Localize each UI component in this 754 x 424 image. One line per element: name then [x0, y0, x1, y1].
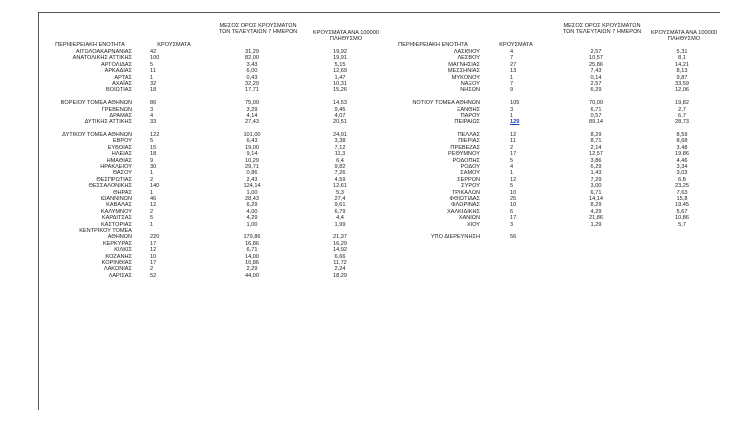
cases-value: 32 — [150, 80, 157, 87]
cases-value: 1 — [150, 221, 154, 228]
region-name: ΠΙΕΡΙΑΣ — [458, 138, 480, 145]
per100k-value: 6,79 — [334, 208, 346, 215]
cases-value: 3 — [510, 106, 514, 113]
region-name: ΝΗΣΩΝ — [460, 87, 480, 94]
region-name: ΜΥΚΟΝΟΥ — [451, 74, 480, 81]
region-name: ΛΑΚΩΝΙΑΣ — [103, 266, 132, 273]
region-name: ΑΡΤΑΣ — [114, 74, 132, 81]
region-name: ΧΑΛΚΙΔΙΚΗΣ — [446, 208, 480, 215]
cases-value: 3 — [510, 221, 514, 228]
cases-value: 220 — [150, 234, 160, 241]
per100k-value: 24,91 — [333, 132, 347, 139]
avg-value: 124,14 — [243, 183, 261, 190]
region-name: ΚΑΒΑΛΑΣ — [106, 202, 132, 209]
avg-value: 14,14 — [589, 195, 603, 202]
header-cases-left: ΚΡΟΥΣΜΑΤΑ — [157, 42, 191, 48]
per100k-value: 21,37 — [333, 234, 347, 241]
avg-value: 2,14 — [590, 144, 602, 151]
avg-value: 6,71 — [590, 189, 602, 196]
avg-value: 0,86 — [246, 170, 258, 177]
avg-value: 9,14 — [246, 151, 258, 158]
cases-value: 4 — [510, 49, 514, 55]
region-name: ΚΟΡΙΝΘΙΑΣ — [101, 259, 132, 266]
header-cases-right: ΚΡΟΥΣΜΑΤΑ — [499, 42, 533, 48]
per100k-value: 4,59 — [334, 176, 346, 183]
avg-value: 8,29 — [590, 132, 602, 139]
per100k-value: 11,72 — [333, 259, 347, 266]
cases-value: 10 — [150, 253, 157, 260]
per100k-value: 9,45 — [334, 106, 346, 113]
cases-value: 25 — [510, 195, 517, 202]
avg-value: 82,00 — [245, 55, 259, 62]
avg-value: 19,00 — [245, 144, 259, 151]
avg-value: 2,29 — [246, 266, 258, 273]
cases-value: 5 — [510, 183, 514, 190]
avg-value: 6,71 — [246, 247, 258, 254]
cases-value: 1 — [510, 112, 514, 119]
cases-value: 42 — [150, 49, 157, 55]
cases-value: 15 — [150, 144, 157, 151]
avg-value: 21,86 — [589, 215, 603, 222]
region-name: ΔΥΤΙΚΗΣ ΑΤΤΙΚΗΣ — [84, 119, 132, 126]
per100k-value: 15,26 — [333, 87, 347, 94]
region-name: ΕΒΡΟΥ — [112, 138, 132, 145]
per100k-value: 14,92 — [333, 247, 347, 254]
avg-value: 70,00 — [589, 100, 603, 107]
region-name: ΚΕΡΚΥΡΑΣ — [102, 240, 132, 247]
region-name: ΗΛΕΙΑΣ — [111, 151, 132, 158]
region-name: ΑΡΚΑΔΙΑΣ — [104, 68, 132, 75]
per100k-value: 4,4 — [336, 215, 344, 222]
avg-value: 29,71 — [245, 164, 259, 171]
cases-value: 1 — [150, 170, 154, 177]
per100k-value: 6,7 — [678, 112, 686, 119]
region-name: ΒΟΙΩΤΙΑΣ — [106, 87, 132, 94]
region-name: ΤΡΙΚΑΛΩΝ — [451, 189, 480, 196]
per100k-value: 14,21 — [675, 61, 689, 68]
avg-value: 7,43 — [590, 68, 602, 75]
avg-value: 6,00 — [246, 68, 258, 75]
cases-value: 10 — [510, 202, 517, 209]
region-name: ΡΟΔΟΠΗΣ — [452, 157, 480, 164]
cases-value: 2 — [510, 144, 514, 151]
per100k-value: 20,51 — [333, 119, 347, 126]
avg-value: 4,29 — [590, 208, 602, 215]
cases-value: 1 — [510, 170, 514, 177]
cases-value: 18 — [150, 87, 157, 94]
per100k-value: 5,31 — [676, 49, 688, 55]
per100k-value: 3,03 — [676, 170, 688, 177]
cases-value: 17 — [510, 151, 517, 158]
region-name: ΔΡΑΜΑΣ — [109, 112, 132, 119]
per100k-value: 6,4 — [336, 157, 344, 164]
avg-value: 16,86 — [245, 240, 259, 247]
region-name: ΜΕΣΣΗΝΙΑΣ — [447, 68, 480, 75]
cases-value: 13 — [510, 68, 517, 75]
avg-value: 12,57 — [589, 151, 603, 158]
per100k-value: 8,13 — [676, 68, 688, 75]
region-name: ΠΡΕΒΕΖΑΣ — [450, 144, 480, 151]
per100k-value: 2,24 — [334, 266, 346, 273]
cases-value: 12 — [510, 132, 517, 139]
per100k-value: 12,06 — [675, 87, 689, 94]
cases-value: 12 — [150, 247, 157, 254]
region-name: ΝΑΞΟΥ — [460, 80, 480, 87]
cases-value: 10 — [510, 189, 517, 196]
cases-value: 100 — [150, 55, 160, 62]
per100k-value: 7,63 — [676, 189, 688, 196]
per100k-value: 14,53 — [333, 100, 347, 107]
per100k-value: 27,4 — [334, 195, 346, 202]
cases-value: 11 — [150, 68, 156, 75]
per100k-value: 8,59 — [676, 132, 688, 139]
region-name: ΑΘΗΝΩΝ — [107, 234, 132, 241]
header-per100k-left: ΚΡΟΥΣΜΑΤΑ ΑΝΑ 100000 ΠΛΗΘΥΣΜΟ — [313, 30, 379, 43]
cases-value: 4 — [150, 112, 154, 119]
per100k-value: 16,29 — [333, 240, 347, 247]
per100k-value: 9,61 — [334, 202, 346, 209]
cases-value: 2 — [150, 176, 154, 183]
cases-value: 6 — [510, 208, 514, 215]
region-name: ΦΛΩΡΙΝΑΣ — [451, 202, 480, 209]
right-table — [380, 49, 754, 241]
region-name: ΑΡΓΟΛΙΔΑΣ — [100, 61, 132, 68]
region-name: ΑΧΑΪΑΣ — [112, 80, 132, 87]
avg-value: 1,00 — [246, 189, 258, 196]
avg-value: 28,43 — [245, 195, 259, 202]
per100k-value: 19,92 — [333, 49, 347, 55]
cases-value: 7 — [510, 80, 514, 87]
region-name: ΙΩΑΝΝΙΝΩΝ — [100, 195, 132, 202]
cases-value: 1 — [150, 189, 154, 196]
avg-value: 17,71 — [245, 87, 259, 94]
avg-value: 14,00 — [245, 253, 259, 260]
per100k-value: 5,15 — [334, 61, 346, 68]
region-name: ΡΕΘΥΜΝΟΥ — [448, 151, 480, 158]
region-name: ΠΕΙΡΑΙΩΣ — [454, 119, 480, 126]
per100k-value: 28,73 — [675, 119, 689, 126]
left-table — [0, 49, 380, 279]
avg-value: 6,71 — [590, 106, 602, 113]
cases-value: 52 — [150, 272, 157, 279]
cases-value: 17 — [150, 259, 157, 266]
cases-value: 33 — [150, 119, 157, 126]
per100k-value: 4,07 — [334, 112, 346, 119]
cases-value: 17 — [150, 240, 157, 247]
per100k-value: 18,29 — [333, 272, 347, 279]
region-name: ΓΡΕΒΕΝΩΝ — [101, 106, 132, 113]
avg-value: 6,43 — [246, 138, 258, 145]
avg-value: 8,29 — [590, 202, 602, 209]
table-row — [0, 273, 380, 279]
avg-value: 10,86 — [245, 259, 259, 266]
avg-value: 75,00 — [245, 100, 259, 107]
per100k-value: 15,8 — [676, 195, 688, 202]
header-per100k-right: ΚΡΟΥΣΜΑΤΑ ΑΝΑ 100000 ΠΛΗΘΥΣΜΟ — [651, 30, 717, 43]
avg-value: 1,43 — [590, 170, 602, 177]
cases-value: 46 — [150, 195, 157, 202]
cases-value: 3 — [150, 106, 154, 113]
per100k-value: 2,7 — [678, 106, 686, 113]
per100k-value: 9,87 — [676, 74, 688, 81]
avg-value: 1,00 — [246, 221, 258, 228]
cases-value: 1 — [150, 74, 154, 81]
cases-value: 56 — [510, 234, 517, 241]
table-row — [380, 234, 754, 240]
per100k-value: 19,91 — [333, 55, 347, 62]
per100k-value: 8,68 — [676, 138, 688, 145]
per100k-value: 5,67 — [676, 208, 688, 215]
per100k-value: 19,82 — [675, 100, 689, 107]
cases-value: 122 — [150, 132, 160, 139]
per100k-value: 1,47 — [334, 74, 346, 81]
per100k-value: 4,46 — [676, 157, 688, 164]
avg-value: 0,43 — [246, 74, 258, 81]
cases-value: 27 — [510, 61, 517, 68]
avg-value: 101,00 — [243, 132, 261, 139]
region-name: ΜΑΓΝΗΣΙΑΣ — [448, 61, 480, 68]
region-name: ΣΑΜΟΥ — [460, 170, 480, 177]
per100k-value: 19,86 — [675, 151, 689, 158]
per100k-value: 5,7 — [678, 221, 686, 228]
avg-value: 6,29 — [246, 202, 258, 209]
region-name: ΚΟΖΑΝΗΣ — [105, 253, 132, 260]
per100k-value: 33,59 — [675, 80, 689, 87]
per100k-value: 1,99 — [334, 221, 346, 228]
per100k-value: 6,66 — [334, 253, 346, 260]
avg-value: 2,57 — [590, 49, 602, 55]
region-name: ΣΕΡΡΩΝ — [457, 176, 480, 183]
region-name: ΗΡΑΚΛΕΙΟΥ — [100, 164, 132, 171]
cases-value: 5 — [510, 157, 514, 164]
cases-value: 11 — [510, 138, 516, 145]
region-name: ΞΑΝΘΗΣ — [456, 106, 480, 113]
cases-value: 2 — [150, 208, 154, 215]
header-region-right: ΠΕΡΙΦΕΡΕΙΑΚΗ ΕΝΟΤΗΤΑ — [398, 42, 468, 48]
cases-value: 5 — [150, 61, 154, 68]
region-name: ΘΕΣΠΡΩΤΙΑΣ — [96, 176, 132, 183]
region-name: ΚΑΡΔΙΤΣΑΣ — [101, 215, 132, 222]
avg-value: 44,00 — [245, 272, 259, 279]
per100k-value: 3,34 — [676, 164, 688, 171]
per100k-value: 5,3 — [336, 189, 344, 196]
avg-value: 6,29 — [590, 164, 602, 171]
region-name: ΕΥΒΟΙΑΣ — [107, 144, 132, 151]
per100k-value: 23,25 — [675, 183, 689, 190]
avg-value: 4,29 — [246, 215, 258, 222]
region-name: ΘΑΣΟΥ — [112, 170, 132, 177]
region-name: ΑΙΤΩΛΟΑΚΑΡΝΑΝΙΑΣ — [75, 49, 132, 55]
avg-value: 2,43 — [246, 176, 258, 183]
per100k-value: 12,61 — [333, 183, 347, 190]
region-name: ΛΕΣΒΟΥ — [457, 55, 480, 62]
cases-value: 7 — [510, 55, 514, 62]
per100k-value: 11,3 — [334, 151, 346, 158]
per100k-value: 7,12 — [334, 144, 346, 151]
region-name: ΠΑΡΟΥ — [460, 112, 480, 119]
region-name: ΚΑΛΥΜΝΟΥ — [100, 208, 132, 215]
region-name: ΑΝΑΤΟΛΙΚΗΣ ΑΤΤΙΚΗΣ — [72, 55, 132, 62]
avg-value: 0,14 — [590, 74, 602, 81]
avg-value: 6,29 — [590, 87, 602, 94]
region-name: ΚΑΣΤΟΡΙΑΣ — [100, 221, 132, 228]
region-name: ΚΕΝΤΡΙΚΟΥ ΤΟΜΕΑ — [79, 227, 132, 234]
region-name: ΥΠΟ ΔΙΕΡΕΥΝΗΣΗ — [430, 234, 480, 241]
avg-value: 4,00 — [246, 208, 258, 215]
region-name: ΡΟΔΟΥ — [460, 164, 480, 171]
cases-value: 12 — [510, 176, 517, 183]
avg-value: 3,86 — [590, 157, 602, 164]
avg-value: 10,29 — [245, 157, 259, 164]
cases-value: 5 — [150, 138, 154, 145]
region-name: ΧΙΟΥ — [466, 221, 480, 228]
region-name: ΒΟΡΕΙΟΥ ΤΟΜΕΑ ΑΘΗΝΩΝ — [60, 100, 132, 107]
avg-value: 3,29 — [246, 106, 258, 113]
avg-value: 89,14 — [589, 119, 603, 126]
cases-value: 2 — [150, 266, 154, 273]
avg-value: 27,43 — [245, 119, 259, 126]
per100k-value: 10,31 — [333, 80, 347, 87]
region-name: ΛΑΣΙΘΙΟΥ — [453, 49, 480, 55]
avg-value: 25,86 — [589, 61, 603, 68]
region-name: ΔΥΤΙΚΟΥ ΤΟΜΕΑ ΑΘΗΝΩΝ — [62, 132, 132, 139]
avg-value: 7,29 — [590, 176, 602, 183]
region-name: ΦΘΙΩΤΙΔΑΣ — [449, 195, 480, 202]
per100k-value: 10,86 — [675, 215, 689, 222]
per100k-value: 9,82 — [334, 164, 346, 171]
region-name: ΣΥΡΟΥ — [461, 183, 480, 190]
cases-value: 5 — [150, 215, 154, 222]
per100k-value: 3,48 — [676, 144, 688, 151]
cases-value: 1 — [510, 74, 514, 81]
cases-value: 12 — [150, 202, 157, 209]
per100k-value: 7,26 — [334, 170, 346, 177]
avg-value: 10,57 — [589, 55, 603, 62]
per100k-value: 6,8 — [678, 176, 686, 183]
header-region-left: ΠΕΡΙΦΕΡΕΙΑΚΗ ΕΝΟΤΗΤΑ — [55, 42, 125, 48]
region-name: ΘΕΣΣΑΛΟΝΙΚΗΣ — [88, 183, 132, 190]
cases-value: 129 — [510, 119, 520, 126]
avg-value: 8,71 — [590, 138, 602, 145]
avg-value: 179,86 — [243, 234, 261, 241]
region-name: ΘΗΡΑΣ — [113, 189, 132, 196]
avg-value: 31,29 — [245, 49, 259, 55]
cases-value: 9 — [150, 157, 154, 164]
avg-value: 2,57 — [590, 80, 602, 87]
per100k-value: 8,1 — [678, 55, 686, 62]
avg-value: 32,29 — [245, 80, 259, 87]
cases-value: 9 — [510, 87, 514, 94]
header-avg-left: ΜΕΣΟΣ ΟΡΟΣ ΚΡΟΥΣΜΑΤΩΝ ΤΩΝ ΤΕΛΕΥΤΑΙΩΝ 7 ΗΜΕΡΩΝ — [218, 23, 298, 36]
avg-value: 3,00 — [590, 183, 602, 190]
cases-value: 4 — [510, 164, 514, 171]
region-name: ΛΑΡΙΣΑΣ — [108, 272, 132, 279]
region-name: ΚΙΛΚΙΣ — [114, 247, 132, 254]
avg-value: 1,29 — [590, 221, 602, 228]
cases-value: 17 — [510, 215, 517, 222]
header-avg-right: ΜΕΣΟΣ ΟΡΟΣ ΚΡΟΥΣΜΑΤΩΝ ΤΩΝ ΤΕΛΕΥΤΑΙΩΝ 7 ΗΜΕΡΩΝ — [562, 23, 642, 36]
avg-value: 3,43 — [246, 61, 258, 68]
avg-value: 0,57 — [590, 112, 602, 119]
cases-value: 105 — [510, 100, 520, 107]
cases-value: 86 — [150, 100, 157, 107]
cases-value: 140 — [150, 183, 160, 190]
region-name: ΠΕΛΛΑΣ — [457, 132, 480, 139]
per100k-value: 19,45 — [675, 202, 689, 209]
region-name: ΗΜΑΘΙΑΣ — [106, 157, 132, 164]
per100k-value: 3,38 — [334, 138, 346, 145]
region-name: ΧΑΝΙΩΝ — [458, 215, 480, 222]
avg-value: 4,14 — [246, 112, 258, 119]
per100k-value: 12,69 — [333, 68, 347, 75]
cases-value: 30 — [150, 164, 157, 171]
region-name: ΝΟΤΙΟΥ ΤΟΜΕΑ ΑΘΗΝΩΝ — [412, 100, 480, 107]
cases-value: 18 — [150, 151, 157, 158]
